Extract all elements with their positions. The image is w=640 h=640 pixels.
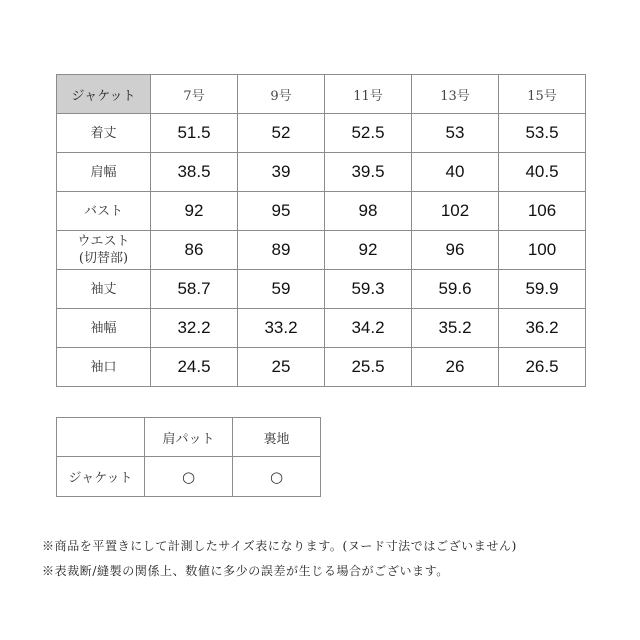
table-cell: 52 xyxy=(238,114,325,153)
table-cell: 102 xyxy=(412,192,499,231)
table-cell: 52.5 xyxy=(325,114,412,153)
row-label: 袖丈 xyxy=(57,270,151,309)
table-cell: 39 xyxy=(238,153,325,192)
size-header-13: 13号 xyxy=(412,75,499,114)
table-cell: 36.2 xyxy=(499,309,586,348)
table-cell: 35.2 xyxy=(412,309,499,348)
table-row xyxy=(57,348,586,387)
table-cell: 34.2 xyxy=(325,309,412,348)
note-line: ※商品を平置きにして計測したサイズ表になります。(ヌード寸法ではございません) xyxy=(42,539,517,553)
table-cell: 24.5 xyxy=(151,348,238,387)
notes xyxy=(42,537,517,587)
table-row xyxy=(57,270,586,309)
table-cell: 98 xyxy=(325,192,412,231)
table-cell: 96 xyxy=(412,231,499,270)
size-header-15: 15号 xyxy=(499,75,586,114)
option-corner xyxy=(57,418,145,457)
table-row xyxy=(57,192,586,231)
table-cell: 100 xyxy=(499,231,586,270)
table-row xyxy=(57,309,586,348)
shoulder-pad-mark: ○ xyxy=(145,457,233,497)
table-cell: 26 xyxy=(412,348,499,387)
table-cell: 59.3 xyxy=(325,270,412,309)
table-cell: 39.5 xyxy=(325,153,412,192)
row-label: 着丈 xyxy=(57,114,151,153)
table-cell: 59.6 xyxy=(412,270,499,309)
row-label: 肩幅 xyxy=(57,153,151,192)
size-table-corner: ジャケット xyxy=(57,75,151,114)
table-cell: 86 xyxy=(151,231,238,270)
table-cell: 25 xyxy=(238,348,325,387)
option-row xyxy=(57,457,321,497)
table-cell: 106 xyxy=(499,192,586,231)
row-label: 袖幅 xyxy=(57,309,151,348)
table-cell: 40.5 xyxy=(499,153,586,192)
table-cell: 25.5 xyxy=(325,348,412,387)
table-cell: 59.9 xyxy=(499,270,586,309)
table-cell: 53.5 xyxy=(499,114,586,153)
note-line: ※表裁断/縫製の関係上、数値に多少の誤差が生じる場合がございます。 xyxy=(42,564,449,578)
table-cell: 92 xyxy=(325,231,412,270)
option-header-row xyxy=(57,418,321,457)
table-cell: 92 xyxy=(151,192,238,231)
table-cell: 33.2 xyxy=(238,309,325,348)
option-table xyxy=(56,417,321,497)
row-label: 袖口 xyxy=(57,348,151,387)
table-cell: 26.5 xyxy=(499,348,586,387)
row-label: バスト xyxy=(57,192,151,231)
table-cell: 59 xyxy=(238,270,325,309)
option-header-shoulder-pad: 肩パット xyxy=(145,418,233,457)
size-header-9: 9号 xyxy=(238,75,325,114)
size-table xyxy=(56,74,586,387)
option-header-lining: 裏地 xyxy=(233,418,321,457)
row-label: ウエスト (切替部) xyxy=(57,231,151,270)
table-cell: 53 xyxy=(412,114,499,153)
table-cell: 89 xyxy=(238,231,325,270)
size-header-7: 7号 xyxy=(151,75,238,114)
table-cell: 95 xyxy=(238,192,325,231)
table-row xyxy=(57,114,586,153)
table-cell: 38.5 xyxy=(151,153,238,192)
table-row xyxy=(57,231,586,270)
size-header-11: 11号 xyxy=(325,75,412,114)
table-row xyxy=(57,153,586,192)
table-cell: 51.5 xyxy=(151,114,238,153)
size-header-row xyxy=(57,75,586,114)
table-cell: 32.2 xyxy=(151,309,238,348)
option-row-label: ジャケット xyxy=(57,457,145,497)
lining-mark: ○ xyxy=(233,457,321,497)
table-cell: 40 xyxy=(412,153,499,192)
table-cell: 58.7 xyxy=(151,270,238,309)
